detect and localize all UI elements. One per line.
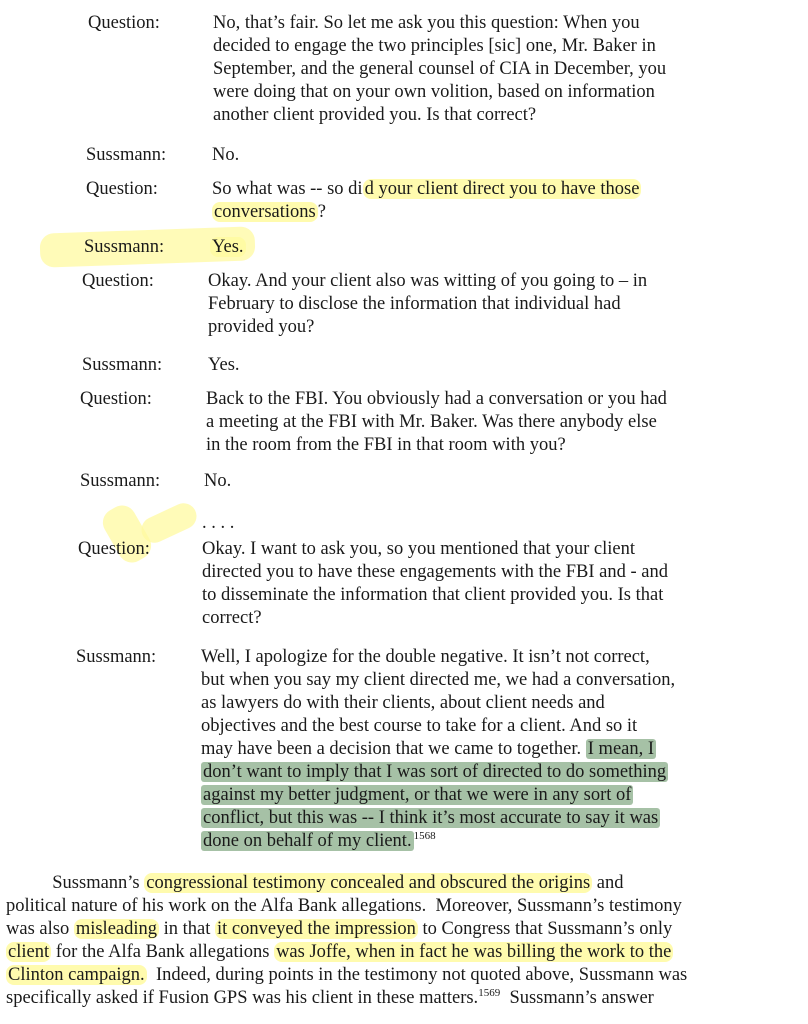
text-segment: No, that’s fair. So let me ask you this question: When you <box>213 13 640 33</box>
text-segment: Okay. I want to ask you, so you mentioned that your client <box>202 539 635 559</box>
text-segment: Okay. And your client also was witting of you going to – in <box>208 271 648 291</box>
speaker-label: Question: <box>80 389 152 409</box>
text-line <box>202 561 757 584</box>
speaker-label: Sussmann: <box>76 647 157 667</box>
text-segment: Indeed, during points in the testimony not quoted above, Sussmann was <box>146 965 688 985</box>
text-segment: to disseminate the information that client provided you. Is that <box>202 585 664 605</box>
text-segment: February to disclose the information that individual had <box>208 294 621 314</box>
text-line <box>201 692 756 715</box>
text-line <box>208 293 763 316</box>
text-segment: directed you to have these engagements with the FBI and - and <box>202 562 668 582</box>
text-segment: and <box>592 873 624 893</box>
highlighted-text: client <box>8 942 50 962</box>
text-segment: . . . . <box>202 513 235 533</box>
text-line <box>202 607 757 630</box>
text-segment: but when you say my client directed me, we had a conversation, <box>201 670 676 690</box>
text-line <box>202 538 757 561</box>
highlighted-text: misleading <box>75 919 158 939</box>
speaker-text <box>204 470 759 493</box>
speaker-label: Sussmann: <box>86 145 167 165</box>
text-segment: So what was -- so di <box>212 179 363 199</box>
text-segment: provided you? <box>208 317 315 337</box>
speaker-label: Sussmann: <box>82 355 163 375</box>
highlighted-text: I mean, I <box>587 739 655 759</box>
speaker-label: Sussmann: <box>84 237 165 257</box>
text-line <box>212 201 767 224</box>
highlighted-text: Yes. <box>212 237 244 257</box>
text-line <box>206 434 761 457</box>
text-segment: Sussmann’s <box>6 873 145 893</box>
text-segment: correct? <box>202 608 262 628</box>
text-line <box>201 646 756 669</box>
highlighted-text: it conveyed the impression <box>217 919 416 939</box>
text-line <box>213 12 768 35</box>
speaker-text <box>213 12 768 127</box>
text-segment: Well, I apologize for the double negative. It isn’t not correct, <box>201 647 650 667</box>
highlighted-text: Clinton campaign. <box>8 965 145 985</box>
text-line <box>213 81 768 104</box>
speaker-label: Sussmann: <box>80 471 161 491</box>
text-segment: Back to the FBI. You obviously had a conversation or you had <box>206 389 667 409</box>
text-line <box>213 104 768 127</box>
text-line <box>206 411 761 434</box>
text-line <box>212 144 767 167</box>
paragraph-line <box>6 964 806 987</box>
text-line <box>201 784 756 807</box>
highlighted-text: conversations <box>214 202 316 222</box>
text-line <box>206 388 761 411</box>
footnote-ref: 1568 <box>413 830 436 842</box>
speaker-label: Question: <box>88 13 160 33</box>
speaker-text <box>208 270 763 339</box>
text-segment: in the room from the FBI in that room with you? <box>206 435 566 455</box>
text-line <box>201 830 756 853</box>
speaker-text <box>212 144 767 167</box>
text-segment: a meeting at the FBI with Mr. Baker. Was there anybody else <box>206 412 657 432</box>
text-segment: September, and the general counsel of CIA in December, you <box>213 59 667 79</box>
body-paragraph <box>6 872 806 1010</box>
speaker-text <box>206 388 761 457</box>
text-line <box>210 236 765 259</box>
highlighted-text: against my better judgment, or that we were in any sort of <box>203 785 632 805</box>
highlighted-text: d your client direct you to have those <box>364 179 640 199</box>
text-line <box>204 470 759 493</box>
speaker-label: Question: <box>86 179 158 199</box>
highlighted-text: don’t want to imply that I was sort of directed to do something <box>203 762 667 782</box>
speaker-text <box>208 354 763 377</box>
text-line <box>208 270 763 293</box>
paragraph-line <box>6 918 806 941</box>
text-segment: objectives and the best course to take for a client. And so it <box>201 716 638 736</box>
highlighted-text: was Joffe, when in fact he was billing the work to the <box>276 942 672 962</box>
text-line <box>202 512 757 535</box>
text-line <box>201 761 756 784</box>
text-segment: as lawyers do with their clients, about client needs and <box>201 693 605 713</box>
text-segment: another client provided you. Is that correct? <box>213 105 537 125</box>
paragraph-line <box>6 987 806 1010</box>
text-segment: for the Alfa Bank allegations <box>51 942 275 962</box>
text-line <box>202 584 757 607</box>
highlighted-text: done on behalf of my client. <box>203 831 412 851</box>
paragraph-line <box>6 872 806 895</box>
text-line <box>201 807 756 830</box>
highlighted-text: conflict, but this was -- I think it’s most accurate to say it was <box>203 808 659 828</box>
speaker-label: Question: <box>82 271 154 291</box>
text-segment: No. <box>212 145 240 165</box>
text-segment: Sussmann’s answer <box>500 988 654 1008</box>
text-segment: to Congress that Sussmann’s only <box>417 919 673 939</box>
text-line <box>213 35 768 58</box>
paragraph-line <box>6 895 806 918</box>
speaker-text <box>201 646 756 853</box>
speaker-label: Question: <box>78 539 150 559</box>
speaker-text <box>202 538 757 630</box>
text-segment: decided to engage the two principles [sic] one, Mr. Baker in <box>213 36 656 56</box>
text-line <box>201 669 756 692</box>
text-segment: political nature of his work on the Alfa Bank allegations. Moreover, Sussmann’s testimony <box>6 896 682 916</box>
highlighted-text: congressional testimony concealed and obscured the origins <box>146 873 591 893</box>
text-segment: were doing that on your own volition, based on information <box>213 82 655 102</box>
text-line <box>212 178 767 201</box>
text-segment: ? <box>317 202 326 222</box>
text-line <box>201 738 756 761</box>
speaker-text <box>212 178 767 224</box>
text-line <box>213 58 768 81</box>
text-segment: may have been a decision that we came to together. <box>201 739 586 759</box>
speaker-text <box>202 512 757 535</box>
text-line <box>208 354 763 377</box>
text-line <box>208 316 763 339</box>
text-segment: Yes. <box>208 355 240 375</box>
speaker-text <box>210 236 765 259</box>
text-line <box>201 715 756 738</box>
text-segment: No. <box>204 471 232 491</box>
footnote-ref: 1569 <box>478 987 501 999</box>
paragraph-line <box>6 941 806 964</box>
text-segment: specifically asked if Fusion GPS was his client in these matters. <box>6 988 479 1008</box>
text-segment: was also <box>6 919 74 939</box>
text-segment: in that <box>159 919 216 939</box>
